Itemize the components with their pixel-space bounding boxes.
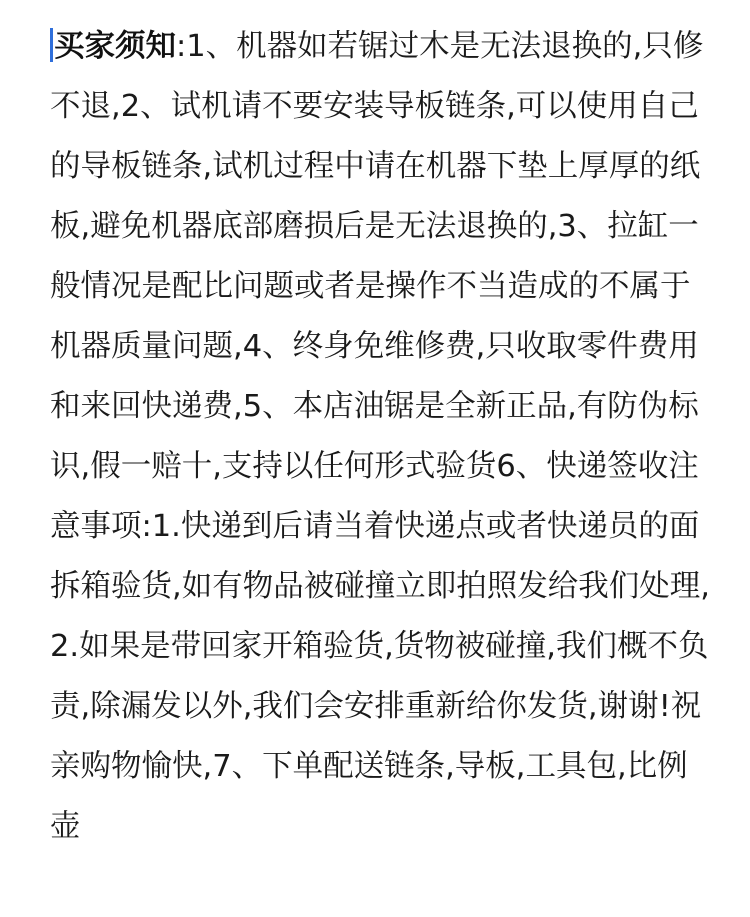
notice-heading: 买家须知 — [54, 29, 176, 64]
notice-body: :1、机器如若锯过木是无法退换的,只修不退,2、试机请不要安装导板链条,可以使用自己的导板链条,试机过程中请在机器下垫上厚厚的纸板,避免机器底部磨损后是无法退换的,3、拉缸一般情况是配比问题或者是操作不当造成的不属于机器质量问题,4、终身免维修费,只收取零件费用和来回快递费,5、本店油锯是全新正品,有防伪标识,假一赔十,支持以任何形式验货6、快递签收注意事项:1.快递到后请当着快递点或者快递员的面拆箱验货,如有物品被碰撞立即拍照发给我们处理,2.如果是带回家开箱验货,货物被碰撞,我们概不负责,除漏发以外,我们会安排重新给你发货,谢谢!祝亲购物愉快,7、下单配送链条,导板,工具包,比例壶 — [50, 29, 710, 844]
text-cursor — [50, 28, 53, 62]
buyer-notice-text — [50, 17, 710, 857]
